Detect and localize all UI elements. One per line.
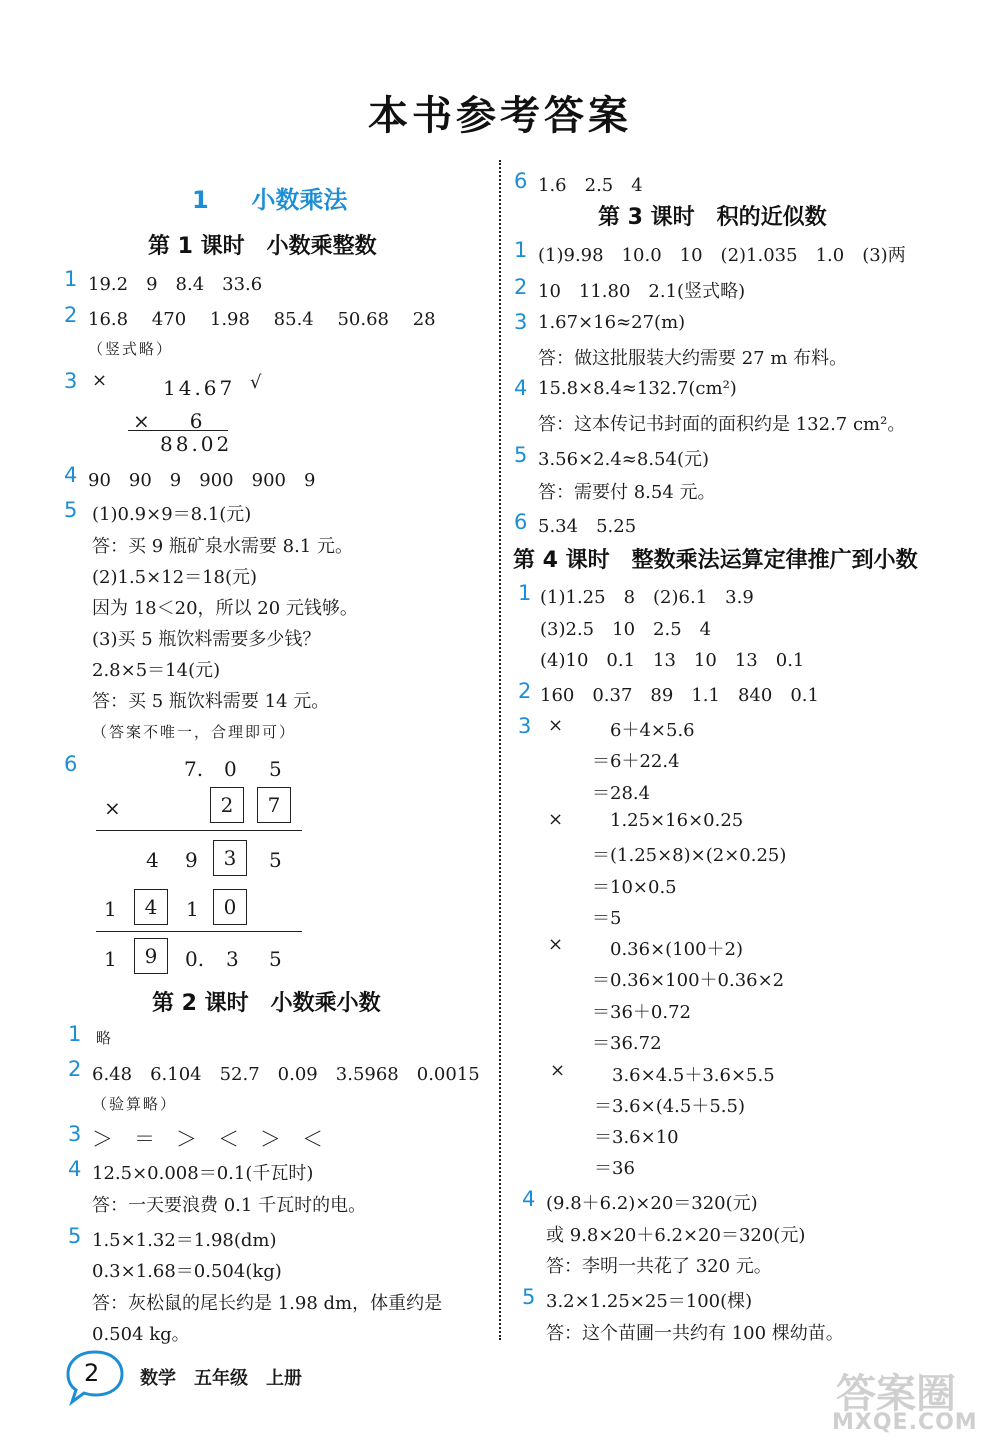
l2-q3-answer: ＞ ＝ ＞ ＜ ＞ ＜ bbox=[92, 1127, 323, 1151]
l4-q2-number: 2 bbox=[518, 679, 532, 703]
l2-q5-line-1: 1.5×1.32＝1.98(dm) bbox=[92, 1230, 277, 1251]
l4-q5-number: 5 bbox=[522, 1285, 536, 1309]
l2-q2-number: 2 bbox=[68, 1057, 82, 1081]
l4-q3-g1-mark: × bbox=[548, 715, 564, 736]
l1-q6-r4-d1: 1 bbox=[104, 897, 117, 921]
lesson-2-title: 第 2 课时 小数乘小数 bbox=[152, 991, 381, 1016]
l4-q4-line-3: 答：李明一共花了 320 元。 bbox=[546, 1256, 772, 1277]
l3-q1-answer: (1)9.98 10.0 10 (2)1.035 1.0 (3)两 bbox=[538, 245, 906, 266]
l2-q2-note: （验算略） bbox=[92, 1095, 178, 1113]
l1-q1-number: 1 bbox=[64, 267, 78, 291]
l1-q6-r3-d1: 4 bbox=[146, 848, 159, 872]
l1-q5-line-6: 2.8×5＝14(元) bbox=[92, 660, 221, 681]
lesson-3-title: 第 3 课时 积的近似数 bbox=[598, 205, 827, 230]
l1-q3-number: 3 bbox=[64, 369, 78, 393]
column-divider bbox=[499, 160, 501, 1340]
l1-q5-note: （答案不唯一，合理即可） bbox=[92, 723, 297, 741]
l2-q1-answer: 略 bbox=[96, 1029, 114, 1047]
l3-q5-number: 5 bbox=[514, 443, 528, 467]
l4-q1-line-2: (3)2.5 10 2.5 4 bbox=[540, 619, 712, 640]
l4-q4-line-1: (9.8＋6.2)×20＝320(元) bbox=[546, 1193, 758, 1214]
l1-q2-answer: 16.8 470 1.98 85.4 50.68 28 bbox=[88, 309, 436, 330]
l1-q5-line-7: 答：买 5 瓶饮料需要 14 元。 bbox=[92, 691, 330, 712]
l4-q3-g4-line-2: ＝3.6×(4.5＋5.5) bbox=[594, 1096, 746, 1117]
page-title: 本书参考答案 bbox=[368, 93, 632, 139]
l3-q1-number: 1 bbox=[514, 238, 528, 262]
l2-q5-line-2: 0.3×1.68＝0.504(kg) bbox=[92, 1261, 282, 1282]
l4-q3-g4-line-3: ＝3.6×10 bbox=[594, 1127, 679, 1148]
l1-q3-product: 88.02 bbox=[160, 432, 233, 456]
l3-q5-line-1: 3.56×2.4≈8.54(元) bbox=[538, 449, 709, 470]
lesson-1-title: 第 1 课时 小数乘整数 bbox=[148, 234, 377, 259]
unit-number: 1 bbox=[192, 186, 209, 214]
l4-q2-answer: 160 0.37 89 1.1 840 0.1 bbox=[540, 685, 819, 706]
l1-q3-multiplicand: 14.67 bbox=[163, 376, 236, 400]
l1-q6-box-0: 0 bbox=[213, 889, 247, 925]
footer-book-label: 数学 五年级 上册 bbox=[140, 1368, 302, 1389]
l1-q2-number: 2 bbox=[64, 303, 78, 327]
l1-q3-mark-right: √ bbox=[250, 372, 262, 393]
l4-q3-g3-mark: × bbox=[548, 934, 564, 955]
l4-q3-g3-line-4: ＝36.72 bbox=[592, 1033, 662, 1054]
l1-q1-answer: 19.2 9 8.4 33.6 bbox=[88, 274, 263, 295]
l1-q6-r3-d4: 5 bbox=[269, 848, 282, 872]
l1-q6-r3-d2: 9 bbox=[185, 848, 198, 872]
l4-q3-g2-line-1: 1.25×16×0.25 bbox=[610, 810, 744, 831]
l2-q3-number: 3 bbox=[68, 1122, 82, 1146]
l3-q4-line-2: 答：这本传记书封面的面积约是 132.7 cm²。 bbox=[538, 414, 906, 435]
l4-q3-g1-line-2: ＝6＋22.4 bbox=[592, 751, 680, 772]
l4-q1-number: 1 bbox=[518, 581, 532, 605]
l4-q3-g3-line-3: ＝36＋0.72 bbox=[592, 1002, 691, 1023]
l3-q4-number: 4 bbox=[514, 376, 528, 400]
l4-q3-g4-line-4: ＝36 bbox=[594, 1158, 635, 1179]
l1-q5-line-2: 答：买 9 瓶矿泉水需要 8.1 元。 bbox=[92, 536, 353, 557]
l1-q3-line bbox=[128, 430, 228, 431]
l1-q5-number: 5 bbox=[64, 498, 78, 522]
l1-q5-line-1: (1)0.9×9＝8.1(元) bbox=[92, 504, 252, 525]
unit-heading bbox=[192, 180, 347, 215]
l2-q4-line-2: 答：一天要浪费 0.1 千瓦时的电。 bbox=[92, 1195, 367, 1216]
r-prev-q6-number: 6 bbox=[514, 169, 528, 193]
l2-q1-number: 1 bbox=[68, 1022, 82, 1046]
l1-q6-r5-d4: 3 bbox=[226, 947, 239, 971]
l1-q6-r5-d1: 1 bbox=[104, 947, 117, 971]
l1-q6-r5-d5: 5 bbox=[269, 947, 282, 971]
l3-q5-line-2: 答：需要付 8.54 元。 bbox=[538, 482, 716, 503]
l4-q3-g2-mark: × bbox=[548, 809, 564, 830]
l1-q3-multiplier: × 6 bbox=[133, 409, 203, 433]
l1-q6-box-9: 9 bbox=[134, 938, 168, 974]
l4-q3-g2-line-4: ＝5 bbox=[592, 908, 622, 929]
l2-q5-line-3: 答：灰松鼠的尾长约是 1.98 dm，体重约是 bbox=[92, 1293, 443, 1314]
l2-q2-answer: 6.48 6.104 52.7 0.09 3.5968 0.0015 bbox=[92, 1064, 480, 1085]
l4-q5-line-2: 答：这个苗圃一共约有 100 棵幼苗。 bbox=[546, 1323, 844, 1344]
unit-name: 小数乘法 bbox=[251, 186, 348, 214]
l1-q6-line-2 bbox=[96, 931, 302, 932]
l4-q4-number: 4 bbox=[522, 1187, 536, 1211]
l2-q4-line-1: 12.5×0.008＝0.1(千瓦时) bbox=[92, 1163, 314, 1184]
l4-q1-line-1: (1)1.25 8 (2)6.1 3.9 bbox=[540, 587, 754, 608]
l1-q2-note: （竖式略） bbox=[88, 340, 174, 358]
watermark-url: MXQE.COM bbox=[832, 1410, 978, 1435]
l1-q5-line-3: (2)1.5×12＝18(元) bbox=[92, 567, 258, 588]
l4-q3-g4-line-1: 3.6×4.5＋3.6×5.5 bbox=[612, 1065, 775, 1086]
l4-q3-g2-line-3: ＝10×0.5 bbox=[592, 877, 677, 898]
page-number: 2 bbox=[84, 1359, 100, 1387]
l4-q3-number: 3 bbox=[518, 714, 532, 738]
l1-q6-r4-d3: 1 bbox=[186, 897, 199, 921]
l1-q6-box-7: 7 bbox=[257, 787, 291, 823]
l4-q3-g2-line-2: ＝(1.25×8)×(2×0.25) bbox=[592, 845, 787, 866]
l1-q5-line-5: (3)买 5 瓶饮料需要多少钱？ bbox=[92, 629, 321, 650]
l3-q3-line-1: 1.67×16≈27(m) bbox=[538, 312, 686, 333]
l1-q6-box-3: 3 bbox=[213, 840, 247, 876]
l3-q2-answer: 10 11.80 2.1(竖式略) bbox=[538, 281, 746, 302]
l1-q3-mark-wrong: × bbox=[92, 370, 108, 391]
l4-q5-line-1: 3.2×1.25×25＝100(棵) bbox=[546, 1291, 753, 1312]
l1-q6-box-4: 4 bbox=[134, 889, 168, 925]
l4-q4-line-2: 或 9.8×20＋6.2×20＝320(元) bbox=[546, 1225, 806, 1246]
l1-q6-r1-d1: 7. bbox=[184, 757, 204, 781]
l4-q3-g1-line-3: ＝28.4 bbox=[592, 783, 651, 804]
l1-q6-mult-sign: × bbox=[104, 796, 121, 820]
l1-q6-r1-d2: 0 bbox=[224, 757, 237, 781]
l2-q4-number: 4 bbox=[68, 1157, 82, 1181]
l2-q5-number: 5 bbox=[68, 1224, 82, 1248]
l3-q2-number: 2 bbox=[514, 275, 528, 299]
l3-q6-number: 6 bbox=[514, 510, 528, 534]
l3-q3-number: 3 bbox=[514, 310, 528, 334]
l1-q5-line-4: 因为 18＜20，所以 20 元钱够。 bbox=[92, 598, 358, 619]
l4-q3-g3-line-1: 0.36×(100＋2) bbox=[610, 939, 744, 960]
r-prev-q6-answer: 1.6 2.5 4 bbox=[538, 175, 643, 196]
l2-q5-line-4: 0.504 kg。 bbox=[92, 1324, 190, 1345]
l1-q4-answer: 90 90 9 900 900 9 bbox=[88, 470, 316, 491]
l1-q6-r1-d3: 5 bbox=[269, 757, 282, 781]
l1-q6-r5-d3: 0. bbox=[185, 947, 205, 971]
l3-q4-line-1: 15.8×8.4≈132.7(cm²) bbox=[538, 378, 737, 399]
l1-q6-line-1 bbox=[96, 830, 302, 831]
watermark-logo: 答案圈 bbox=[836, 1371, 956, 1417]
lesson-4-title: 第 4 课时 整数乘法运算定律推广到小数 bbox=[513, 548, 918, 573]
l1-q6-box-2: 2 bbox=[210, 787, 244, 823]
l4-q3-g4-mark: × bbox=[550, 1060, 566, 1081]
l1-q6-number: 6 bbox=[64, 752, 78, 776]
l1-q4-number: 4 bbox=[64, 463, 78, 487]
l4-q3-g1-line-1: 6＋4×5.6 bbox=[610, 720, 695, 741]
l3-q6-answer: 5.34 5.25 bbox=[538, 516, 637, 537]
l4-q3-g3-line-2: ＝0.36×100＋0.36×2 bbox=[592, 970, 785, 991]
l3-q3-line-2: 答：做这批服装大约需要 27 m 布料。 bbox=[538, 348, 848, 369]
l4-q1-line-3: (4)10 0.1 13 10 13 0.1 bbox=[540, 650, 805, 671]
